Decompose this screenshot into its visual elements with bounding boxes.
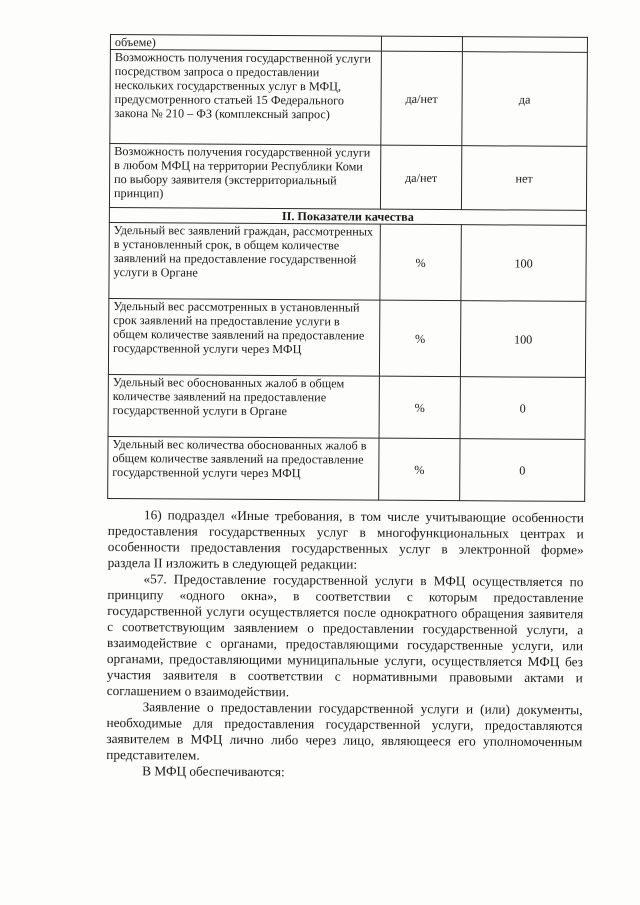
paragraph: «57. Предоставление государственной услуги в МФЦ осуществляется по принципу «одного окна», в соответствии с которым предоставление государственной услуги осуществляется после однократного обращения заявителя с соответствующим заявлением о предоставлении государственной услуги, а взаимодействие с органами, предоставляющими государственные услуги, или органами, предоставляющими муниципальные услуги, осуществляется МФЦ без участия заявителя в соответствии с нормативными правовыми актами и соглашением о взаимодействии. xyxy=(106,571,584,700)
paragraph: 16) подраздел «Иные требования, в том числе учитывающие особенности предоставления государственных услуг в многофункциональных центрах и особенности предоставления государственных услуг в электронной форме» раздела II изложить в следующей редакции: xyxy=(107,507,584,572)
indicator-value: нет xyxy=(461,146,586,211)
indicator-unit xyxy=(381,36,462,51)
table-row xyxy=(110,50,588,147)
indicator-name: Удельный вес рассмотренных в установленный срок заявлений на предоставление услуги в общем количестве заявлений на предоставление государственной услуги через МФЦ xyxy=(108,298,379,376)
indicator-name: Возможность получения государственной услуги в любом МФЦ на территории Республики Коми по выбору заявителя (экстерриториальный принцип) xyxy=(109,144,380,210)
indicator-name: Удельный вес заявлений граждан, рассмотренных в установленный срок, в общем количестве заявлений на предоставление государственной услуги в Органе xyxy=(109,222,380,300)
indicator-value: 100 xyxy=(461,225,586,302)
indicator-name: объеме) xyxy=(110,35,381,52)
paragraph: Заявление о предоставлении государственной услуги и (или) документы, необходимые для предоставления государственной услуги, предоставляются заявителем в МФЦ лично либо через лицо, являющееся его уполномоченным представителем. xyxy=(106,699,583,763)
table-row xyxy=(108,298,585,377)
indicator-unit: % xyxy=(380,224,461,300)
indicator-value xyxy=(462,37,587,53)
indicator-unit: да/нет xyxy=(381,51,463,145)
table-row xyxy=(109,222,586,301)
indicator-name: Удельный вес количества обоснованных жалоб в общем количестве заявлений на предоставление государственной услуги через МФЦ xyxy=(108,436,379,500)
table-row xyxy=(108,436,585,501)
table-row xyxy=(109,144,586,211)
indicator-value: 100 xyxy=(460,301,585,378)
indicators-table-container xyxy=(107,34,588,502)
indicator-value: да xyxy=(462,52,588,147)
indicator-unit: % xyxy=(379,438,460,500)
indicator-name: Возможность получения государственной услуги посредством запроса о предоставлении нескольких государственных услуг в МФЦ, предусмотренного статьей 15 Федерального закона № 210 – ФЗ (комплексный запрос) xyxy=(110,50,382,146)
section-title: II. Показатели качества xyxy=(109,207,586,225)
indicator-name: Удельный вес обоснованных жалоб в общем количестве заявлений на предоставление государственной услуги в Органе xyxy=(108,374,379,438)
document-body-text xyxy=(106,507,584,782)
indicator-value: 0 xyxy=(460,439,585,502)
indicator-unit: % xyxy=(379,376,460,438)
table-row xyxy=(108,374,585,439)
indicator-value: 0 xyxy=(460,377,585,440)
indicator-unit: % xyxy=(379,300,460,376)
indicator-unit: да/нет xyxy=(380,145,461,209)
indicators-table xyxy=(107,34,588,502)
paragraph: В МФЦ обеспечиваются: xyxy=(142,763,285,780)
